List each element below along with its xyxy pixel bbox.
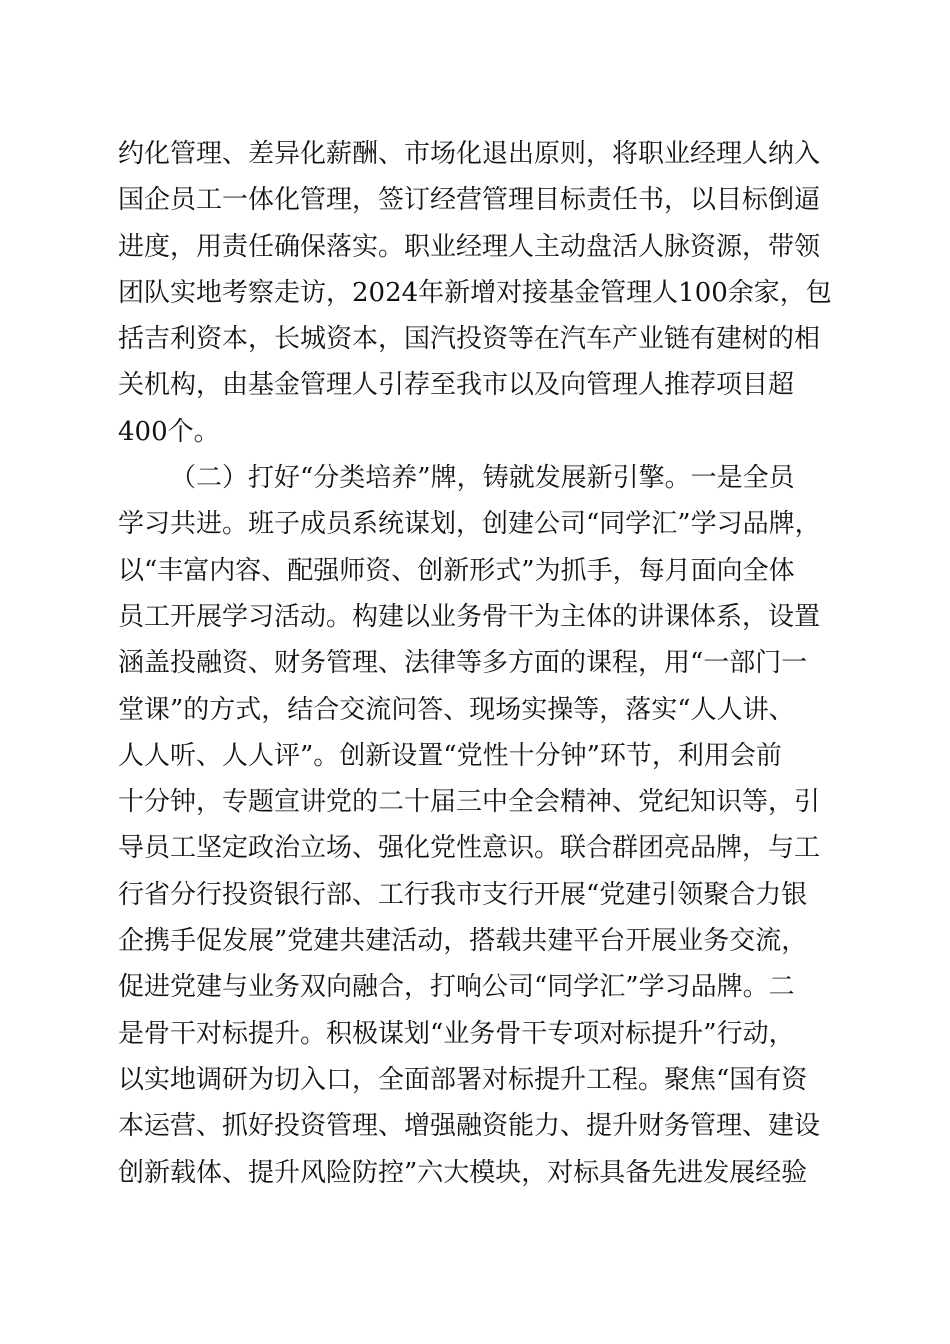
text-line: 十分钟，专题宣讲党的二十届三中全会精神、党纪知识等，引 xyxy=(118,787,821,818)
text-line: 涵盖投融资、财务管理、法律等多方面的课程，用“一部门一 xyxy=(118,648,808,679)
text-line: 员工开展学习活动。构建以业务骨干为主体的讲课体系，设置 xyxy=(118,601,821,632)
text-line: 以“丰富内容、配强师资、创新形式”为抓手，每月面向全体 xyxy=(118,555,795,586)
text-line: 学习共进。班子成员系统谋划，创建公司“同学汇”学习品牌， xyxy=(118,509,821,540)
text-line: 团队实地考察走访，2024年新增对接基金管理人100余家，包 xyxy=(118,277,832,308)
text-line: 导员工坚定政治立场、强化党性意识。联合群团亮品牌，与工 xyxy=(118,833,821,864)
text-line: 进度，用责任确保落实。职业经理人主动盘活人脉资源，带领 xyxy=(118,231,821,262)
text-line: 约化管理、差异化薪酬、市场化退出原则，将职业经理人纳入 xyxy=(118,139,821,169)
text-line: 本运营、抓好投资管理、增强融资能力、提升财务管理、建设 xyxy=(118,1111,821,1142)
text-line: 是骨干对标提升。积极谋划“业务骨干专项对标提升”行动， xyxy=(118,1018,795,1049)
text-line: 创新载体、提升风险防控”六大模块，对标具备先进发展经验 xyxy=(118,1157,808,1188)
section-heading-line: （二）打好“分类培养”牌，铸就发展新引擎。一是全员 xyxy=(170,463,795,494)
text-line: 400个。 xyxy=(118,416,220,447)
text-line: 以实地调研为切入口，全面部署对标提升工程。聚焦“国有资 xyxy=(118,1064,808,1095)
text-line: 关机构，由基金管理人引荐至我市以及向管理人推荐项目超 xyxy=(118,370,795,401)
text-line: 企携手促发展”党建共建活动，搭载共建平台开展业务交流， xyxy=(118,926,808,957)
text-line: 堂课”的方式，结合交流问答、现场实操等，落实“人人讲、 xyxy=(118,694,795,725)
text-line: 国企员工一体化管理，签订经营管理目标责任书，以目标倒逼 xyxy=(118,185,821,216)
text-line: 人人听、人人评”。创新设置“党性十分钟”环节，利用会前 xyxy=(118,740,782,771)
text-line: 括吉利资本，长城资本，国汽投资等在汽车产业链有建树的相 xyxy=(118,324,821,355)
body-text xyxy=(118,131,838,1196)
text-line: 促进党建与业务双向融合，打响公司“同学汇”学习品牌。二 xyxy=(118,972,795,1003)
text-line: 行省分行投资银行部、工行我市支行开展“党建引领聚合力银 xyxy=(118,879,808,910)
